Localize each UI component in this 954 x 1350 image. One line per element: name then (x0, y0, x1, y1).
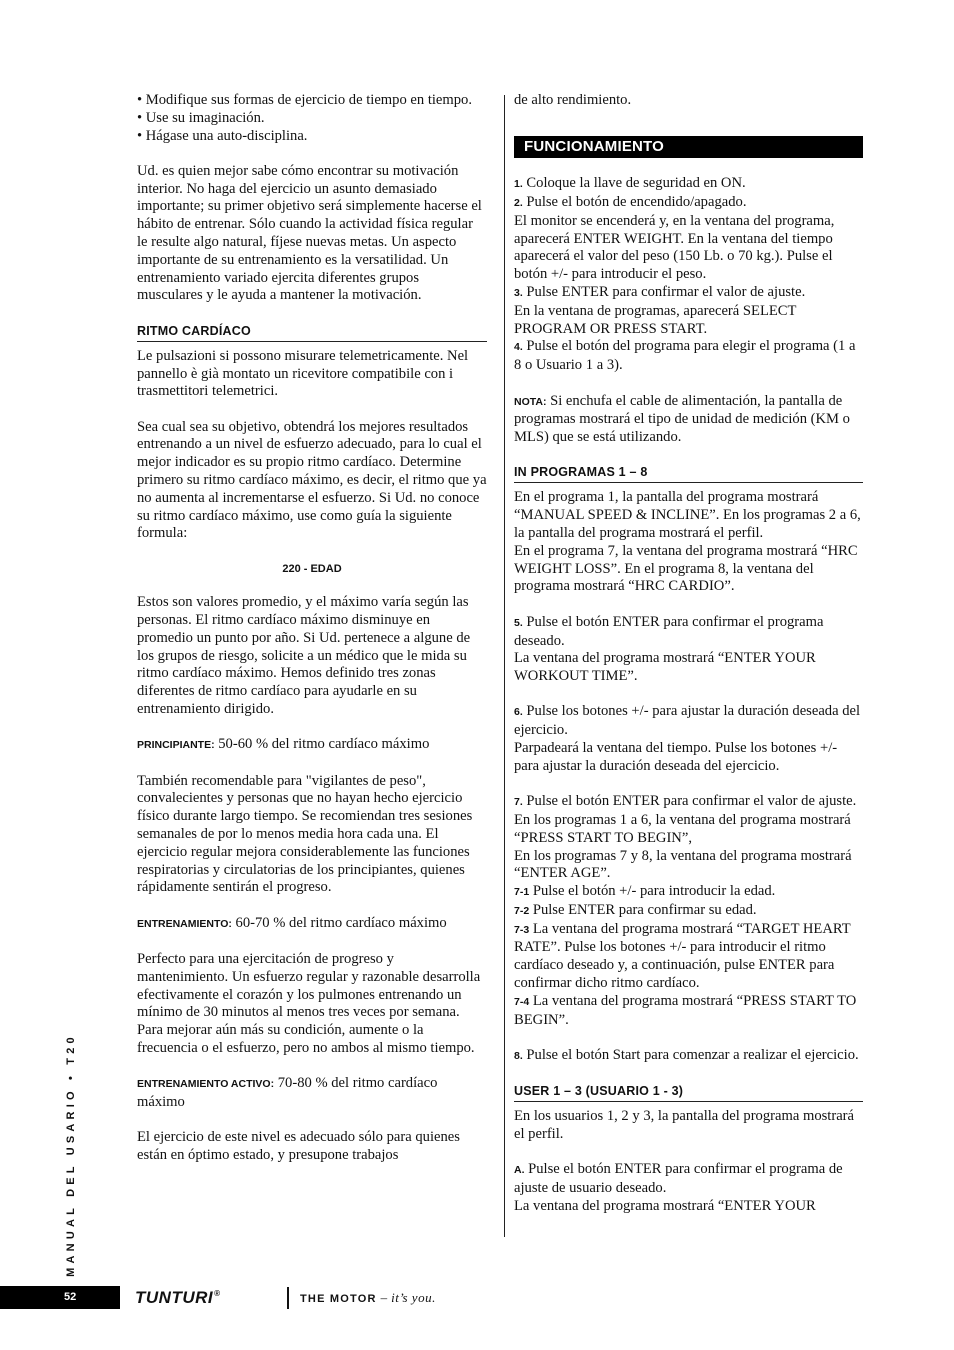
step-number: 5. (514, 616, 523, 629)
step-3 (514, 284, 863, 303)
zone-label: ENTRENAMIENTO ACTIVO: (137, 1078, 275, 1091)
zone-text: 50-60 % del ritmo cardíaco máximo (214, 736, 430, 753)
paragraph-promedio: Estos son valores promedio, y el máximo varía según las personas. El ritmo cardíaco máximo disminuye en promedio un punto por año. Si Ud. pertenece a algune de los grupos de riesgo, solicite a un médico que le mida su ritmo cardíaco máximo. Hemos definido tres zonas diferentes de ritmo cardíaco para ayudarle en su entrenamiento dirigido. (137, 594, 471, 718)
step-7-3 (514, 921, 863, 993)
page-number-bar (0, 1286, 120, 1309)
step-6-detail: Parpadeará la ventana del tiempo. Pulse los botones +/- para ajustar la duración deseada del ejercicio. (514, 740, 838, 774)
step-3-detail: En la ventana de programas, aparecerá SELECT PROGRAM OR PRESS START. (514, 302, 797, 337)
step-2 (514, 194, 863, 213)
heading-ritmo-cardiaco: RITMO CARDÍACO (137, 323, 487, 342)
step-text: Pulse el botón del programa para elegir el programa (1 a 8 o Usuario 1 a 3). (514, 338, 856, 374)
zone-entrenamiento-activo (137, 1075, 487, 1112)
heading-funcionamiento: FUNCIONAMIENTO (514, 136, 863, 158)
step-text: Pulse el botón Start para comenzar a realizar el ejercicio. (522, 1046, 859, 1063)
logo-text: TUNTURI (135, 1288, 214, 1307)
paragraph-programa-1: En el programa 1, la pantalla del programa mostrará “MANUAL SPEED & INCLINE”. En los programas 2 a 6, la pantalla del programa mostrará el perfil. (514, 489, 861, 542)
step-number: 8. (514, 1049, 523, 1062)
step-text: Pulse el botón ENTER para confirmar el valor de ajuste. (522, 793, 857, 810)
step-8 (514, 1047, 863, 1066)
step-number: 3. (514, 287, 523, 300)
step-text: Pulse el botón +/- para introducir la edad. (529, 883, 776, 900)
step-text: Pulse el botón ENTER para confirmar el programa de ajuste de usuario deseado. (514, 1161, 843, 1197)
step-text: Pulse los botones +/- para ajustar la duración deseada del ejercicio. (514, 703, 861, 739)
bullet-item: • Use su imaginación. (137, 109, 265, 126)
step-1 (514, 175, 863, 194)
step-number: 1. (514, 178, 523, 191)
step-text: Coloque la llave de seguridad en ON. (522, 175, 746, 192)
tagline-dash: – (380, 1290, 388, 1305)
tagline-you: it’s you. (391, 1290, 436, 1305)
step-text: Pulse el botón de encendido/apagado. (522, 194, 747, 211)
heading-programas: IN PROGRAMAS 1 – 8 (514, 464, 863, 483)
zone-principiante (137, 736, 487, 755)
zone-entrenamiento (137, 915, 487, 934)
step-number: 2. (514, 197, 523, 210)
step-5-detail: La ventana del programa mostrará “ENTER YOUR WORKOUT TIME”. (514, 650, 816, 685)
step-number: 6. (514, 706, 523, 719)
tagline (300, 1289, 436, 1308)
paragraph-alto-rendimiento: de alto rendimiento. (514, 92, 632, 108)
step-number: 7-3 (514, 923, 530, 936)
paragraph-vigilantes: También recomendable para "vigilantes de peso", convalecientes y personas que no hayan hecho ejercicio físico durante largo tiempo. Se recomiendan tres sesiones semanales de por lo menos media hora cada una. El ejercicio regular mejora considerablemente las funciones respiratorias y circulatorias de los principiantes, quienes rápidamente sentirán el progreso. (137, 772, 473, 896)
step-number: 7-2 (514, 904, 530, 917)
nota-label: NOTA: (514, 395, 547, 408)
zone-text: 70-80 % del ritmo cardíaco máximo (137, 1075, 438, 1111)
step-a (514, 1161, 863, 1198)
step-5 (514, 614, 863, 651)
tunturi-logo (135, 1287, 221, 1309)
step-text: Pulse ENTER para confirmar el valor de ajuste. (522, 284, 806, 301)
nota (514, 393, 863, 447)
zone-text: 60-70 % del ritmo cardíaco máximo (231, 914, 447, 931)
step-6 (514, 703, 863, 740)
bullet-item: • Hágase una auto-disciplina. (137, 127, 308, 144)
step-number: 7-1 (514, 886, 530, 899)
step-7-2 (514, 902, 863, 921)
paragraph-programa-7: En el programa 7, la ventana del programa mostrará “HRC WEIGHT LOSS”. En el programa 8, la ventana del programa mostrará “HRC CARDIO”. (514, 542, 858, 595)
bullet-item: • Modifique sus formas de ejercicio de tiempo en tiempo. (137, 92, 473, 108)
heading-user: USER 1 – 3 (USUARIO 1 - 3) (514, 1083, 863, 1102)
left-column (137, 92, 487, 1165)
step-4 (514, 338, 863, 375)
side-label-text: MANUAL DEL USARIO • T20 (65, 1033, 77, 1277)
paragraph-nivel: El ejercicio de este nivel es adecuado sólo para quienes están en óptimo estado, y presupone trabajos (137, 1129, 460, 1164)
tagline-motor: THE MOTOR (300, 1293, 377, 1305)
paragraph-objetivo: Sea cual sea su objetivo, obtendrá los mejores resultados entrenando a un nivel de esfuerzo adecuado, para lo cual el mejor indicador es su propio ritmo cardíaco. Determine primero su ritmo cardíaco máximo, es decir, el ritmo que ya no aumenta al incrementarse el esfuerzo. Si Ud. no conoce su ritmo cardíaco máximo, use como guía la siguiente formula: (137, 418, 487, 542)
step-number: 4. (514, 341, 523, 354)
step-text: La ventana del programa mostrará “TARGET HEART RATE”. Pulse los botones +/- para introducir el ritmo cardíaco deseado y, a continuación, pulse ENTER para confirmar dicho ritmo cardíaco. (514, 920, 851, 992)
step-text: Pulse ENTER para confirmar su edad. (529, 901, 757, 918)
step-a-detail: La ventana del programa mostrará “ENTER YOUR (514, 1197, 816, 1214)
step-7 (514, 793, 863, 812)
logo-separator (287, 1287, 289, 1309)
step-7-detail-b: En los programas 7 y 8, la ventana del programa mostrará “ENTER AGE”. (514, 847, 852, 882)
zone-label: PRINCIPIANTE: (137, 739, 215, 752)
right-column (514, 92, 863, 1216)
formula-220-edad: 220 - EDAD (282, 562, 342, 575)
side-label-manual (56, 1033, 86, 1277)
paragraph-perfecto: Perfecto para una ejercitación de progreso y mantenimiento. Un esfuerzo regular y razonable desarrolla efectivamente el corazón y los pulmones entrenando un mínimo de 30 minutos al menos tres veces por semana. Para mejorar aún más su condición, aumente o la frecuencia o el esfuerzo, pero no ambos al mismo tiempo. (137, 950, 481, 1056)
column-divider (504, 95, 505, 1237)
step-number: 7-4 (514, 995, 530, 1008)
page-number: 52 (64, 1291, 77, 1303)
step-text: La ventana del programa mostrará “PRESS START TO BEGIN”. (514, 992, 857, 1028)
registered-mark: ® (214, 1289, 221, 1298)
step-2-detail: El monitor se encenderá y, en la ventana del programa, aparecerá ENTER WEIGHT. En la ventana del tiempo aparecerá el valor del peso (150 Lb. o 70 kg.). Pulse el botón +/- para introducir el peso. (514, 212, 835, 283)
step-7-4 (514, 993, 863, 1030)
paragraph-user: En los usuarios 1, 2 y 3, la pantalla del programa mostrará el perfil. (514, 1108, 855, 1143)
paragraph-pulsazioni: Le pulsazioni si possono misurare telemetricamente. Nel pannello è già montato un ricevitore compatibile con i trasmettitori telemetrici. (137, 347, 469, 400)
step-number: 7. (514, 796, 523, 809)
step-7-detail-a: En los programas 1 a 6, la ventana del programa mostrará “PRESS START TO BEGIN”, (514, 811, 851, 846)
step-7-1 (514, 883, 863, 902)
step-number: A. (514, 1164, 525, 1177)
paragraph-motivacion: Ud. es quien mejor sabe cómo encontrar su motivación interior. No haga del ejercicio un asunto demasiado importante; su primer objetivo será simplemente hacerse el hábito de entrenar. Sólo cuando la actividad física regular le resulte algo natural, fíjese nuevas metas. Un aspecto importante de su entrenamiento es la versatilidad. Un entrenamiento variado ejercita diferentes grupos musculares y le ayuda a mantener la motivación. (137, 162, 482, 304)
step-text: Pulse el botón ENTER para confirmar el programa deseado. (514, 613, 824, 649)
nota-text: Si enchufa el cable de alimentación, la pantalla de programas mostrará el tipo de unidad de medición (KM o MLS) que se está utilizando. (514, 392, 850, 446)
zone-label: ENTRENAMIENTO: (137, 917, 232, 930)
